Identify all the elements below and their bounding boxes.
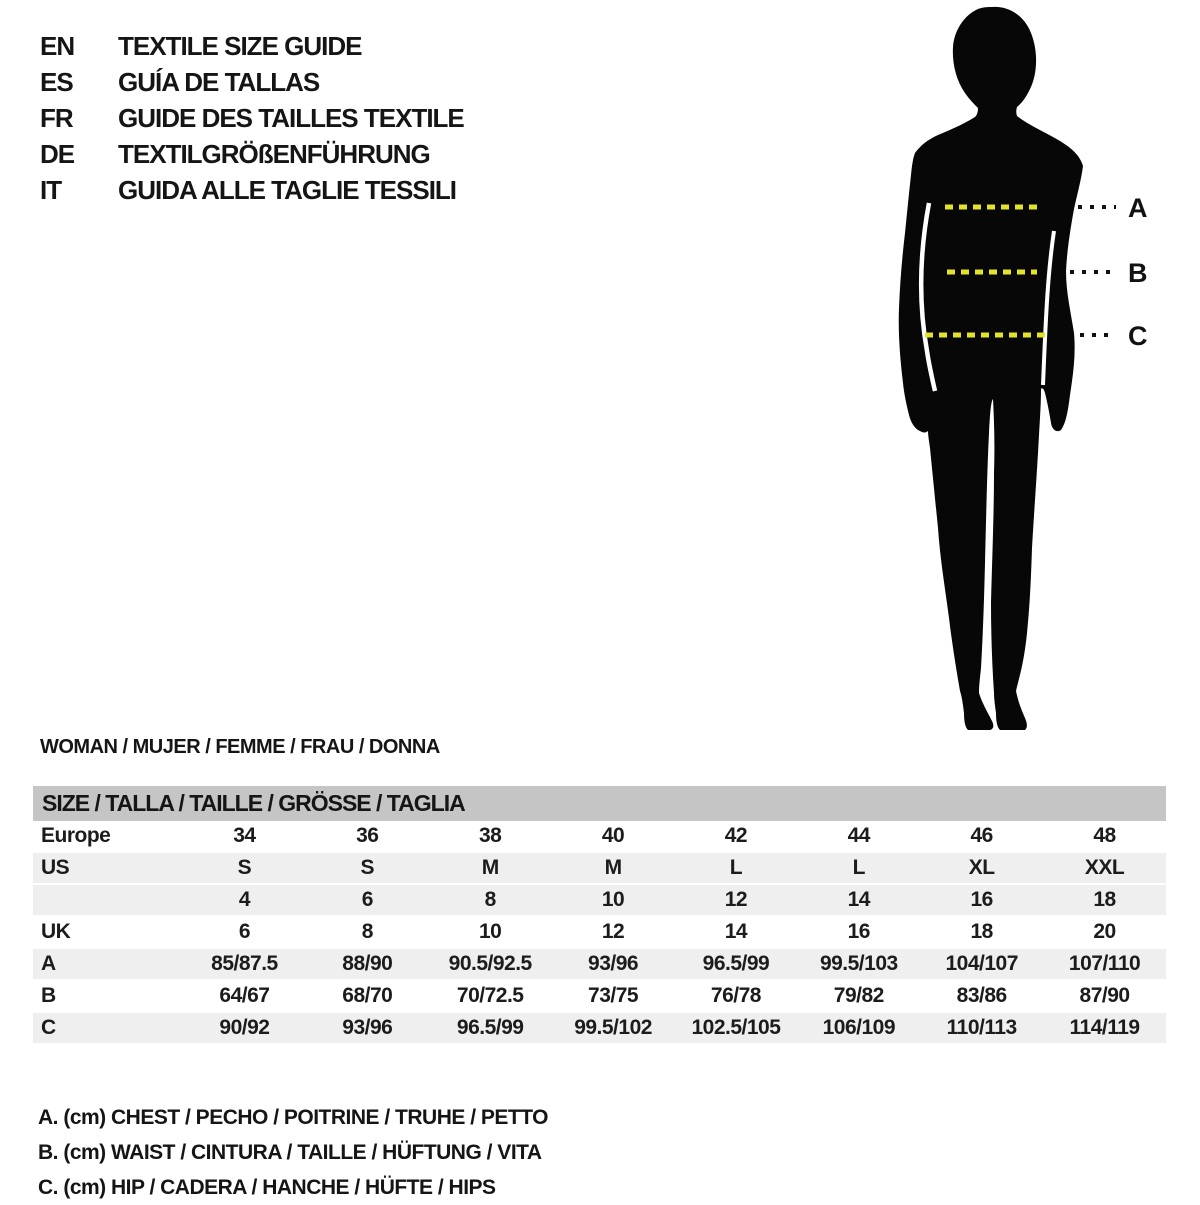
cell: S — [183, 852, 306, 884]
size-table — [33, 786, 1166, 1045]
table-row-hip — [33, 1012, 1166, 1044]
cell: 96.5/99 — [429, 1012, 552, 1044]
guide-title-es: GUÍA DE TALLAS — [118, 67, 320, 97]
marker-letter-c: C — [1128, 321, 1148, 351]
cell: 16 — [920, 884, 1043, 916]
cell: 40 — [552, 821, 675, 852]
cell: 14 — [675, 916, 798, 948]
cell: 110/113 — [920, 1012, 1043, 1044]
language-title-list — [40, 28, 464, 208]
cell: 64/67 — [183, 980, 306, 1012]
cell: 88/90 — [306, 948, 429, 980]
table-row-us-letters — [33, 852, 1166, 884]
cell: 10 — [552, 884, 675, 916]
cell: 76/78 — [675, 980, 798, 1012]
language-row-de — [40, 136, 464, 172]
marker-letter-a: A — [1128, 193, 1148, 223]
cell: 99.5/102 — [552, 1012, 675, 1044]
cell: 38 — [429, 821, 552, 852]
cell: 83/86 — [920, 980, 1043, 1012]
language-code: IT — [40, 175, 62, 205]
cell: 114/119 — [1043, 1012, 1166, 1044]
legend-waist: B. (cm) WAIST / CINTURA / TAILLE / HÜFTUNG / VITA — [38, 1141, 542, 1164]
cell: 70/72.5 — [429, 980, 552, 1012]
table-row-uk — [33, 916, 1166, 948]
measurement-legend — [38, 1100, 548, 1205]
row-label-a: A — [33, 948, 183, 980]
cell: 46 — [920, 821, 1043, 852]
cell: 18 — [920, 916, 1043, 948]
cell: 104/107 — [920, 948, 1043, 980]
cell: M — [552, 852, 675, 884]
cell: 42 — [675, 821, 798, 852]
cell: XXL — [1043, 852, 1166, 884]
cell: S — [306, 852, 429, 884]
marker-letter-b: B — [1128, 258, 1148, 288]
row-label-b: B — [33, 980, 183, 1012]
language-row-en — [40, 28, 464, 64]
cell: XL — [920, 852, 1043, 884]
cell: 102.5/105 — [675, 1012, 798, 1044]
size-table-header: SIZE / TALLA / TAILLE / GRÖSSE / TAGLIA — [33, 786, 1166, 821]
size-table-grid — [33, 821, 1166, 1045]
row-label-empty — [33, 884, 183, 916]
language-row-es — [40, 64, 464, 100]
cell: 14 — [797, 884, 920, 916]
cell: L — [797, 852, 920, 884]
cell: 18 — [1043, 884, 1166, 916]
row-label-uk: UK — [33, 916, 183, 948]
table-row-europe — [33, 821, 1166, 852]
cell: 4 — [183, 884, 306, 916]
cell: 79/82 — [797, 980, 920, 1012]
cell: M — [429, 852, 552, 884]
table-row-waist — [33, 980, 1166, 1012]
cell: 6 — [306, 884, 429, 916]
cell: L — [675, 852, 798, 884]
cell: 8 — [429, 884, 552, 916]
language-code: EN — [40, 31, 75, 61]
guide-title-it: GUIDA ALLE TAGLIE TESSILI — [118, 175, 457, 205]
table-row-us-numbers — [33, 884, 1166, 916]
language-code: FR — [40, 103, 73, 133]
cell: 16 — [797, 916, 920, 948]
language-code: ES — [40, 67, 73, 97]
guide-title-de: TEXTILGRÖßENFÜHRUNG — [118, 139, 430, 169]
cell: 6 — [183, 916, 306, 948]
cell: 87/90 — [1043, 980, 1166, 1012]
measurement-figure — [882, 3, 1200, 736]
cell: 106/109 — [797, 1012, 920, 1044]
cell: 8 — [306, 916, 429, 948]
legend-hip: C. (cm) HIP / CADERA / HANCHE / HÜFTE / HIPS — [38, 1176, 496, 1199]
language-row-it — [40, 172, 464, 208]
legend-chest: A. (cm) CHEST / PECHO / POITRINE / TRUHE / PETTO — [38, 1106, 549, 1129]
cell: 36 — [306, 821, 429, 852]
cell: 73/75 — [552, 980, 675, 1012]
language-code: DE — [40, 139, 75, 169]
cell: 48 — [1043, 821, 1166, 852]
cell: 90.5/92.5 — [429, 948, 552, 980]
row-label-europe: Europe — [33, 821, 183, 852]
cell: 93/96 — [306, 1012, 429, 1044]
cell: 90/92 — [183, 1012, 306, 1044]
guide-title-en: TEXTILE SIZE GUIDE — [118, 31, 362, 61]
woman-silhouette — [899, 7, 1083, 730]
cell: 12 — [675, 884, 798, 916]
cell: 68/70 — [306, 980, 429, 1012]
cell: 10 — [429, 916, 552, 948]
language-row-fr — [40, 100, 464, 136]
cell: 20 — [1043, 916, 1166, 948]
guide-title-fr: GUIDE DES TAILLES TEXTILE — [118, 103, 464, 133]
cell: 34 — [183, 821, 306, 852]
cell: 44 — [797, 821, 920, 852]
cell: 107/110 — [1043, 948, 1166, 980]
gender-section-title: WOMAN / MUJER / FEMME / FRAU / DONNA — [40, 736, 440, 758]
cell: 96.5/99 — [675, 948, 798, 980]
cell: 12 — [552, 916, 675, 948]
row-label-c: C — [33, 1012, 183, 1044]
table-row-chest — [33, 948, 1166, 980]
cell: 93/96 — [552, 948, 675, 980]
cell: 99.5/103 — [797, 948, 920, 980]
row-label-us: US — [33, 852, 183, 884]
cell: 85/87.5 — [183, 948, 306, 980]
